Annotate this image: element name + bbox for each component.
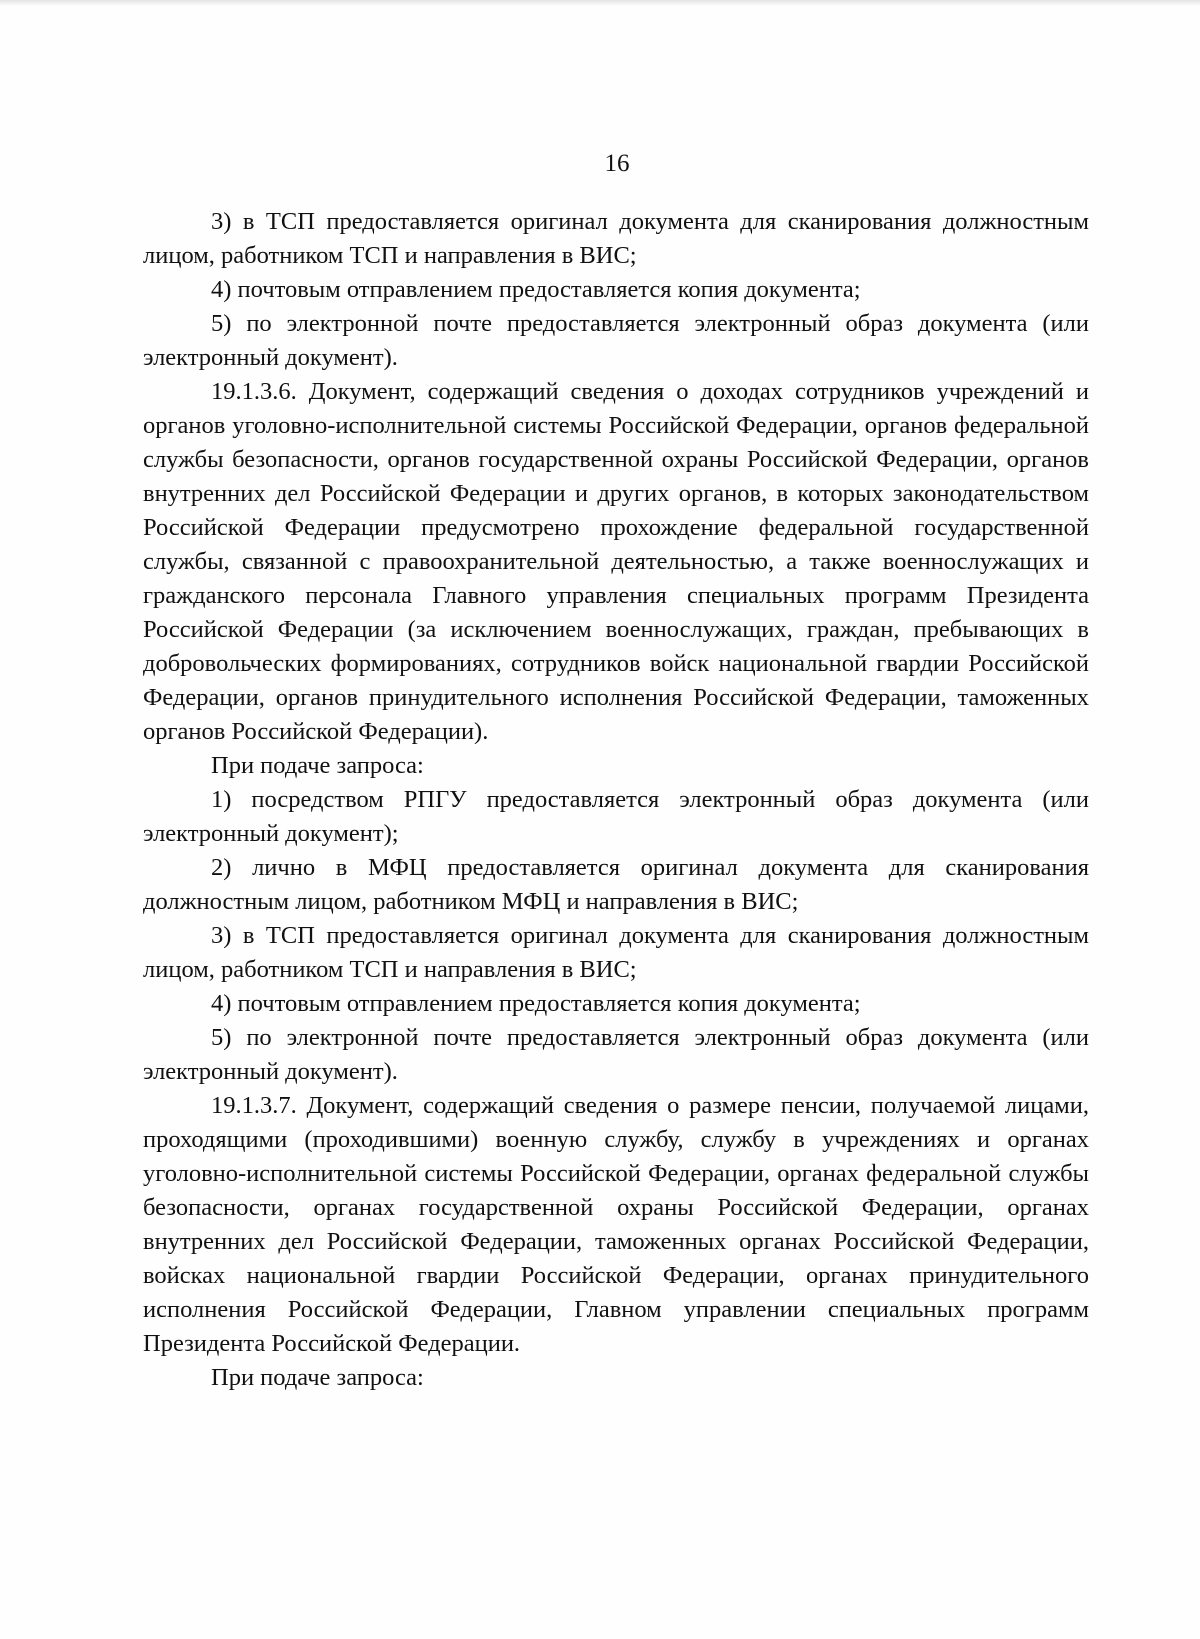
paragraph-item-3-tsp: 3) в ТСП предоставляется оригинал документа для сканирования должностным лицом, работником ТСП и направления в ВИС; [143,922,1089,983]
paragraph-19-1-3-6: 19.1.3.6. Документ, содержащий сведения о доходах сотрудников учреждений и органов уголовно-исполнительной системы Российской Федерации, органов федеральной службы безопасности, органов государственной охраны Российской Федерации, органов внутренних дел Российской Федерации и других органов, в которых законодательством Российской Федерации предусмотрено прохождение федеральной государственной службы, связанной с правоохранительной деятельностью, а также военнослужащих и гражданского персонала Главного управления специальных программ Президента Российской Федерации (за исключением военнослужащих, граждан, пребывающих в добровольческих формированиях, сотрудников войск национальной гвардии Российской Федерации, органов принудительного исполнения Российской Федерации, таможенных органов Российской Федерации). [143,378,1089,745]
paragraph-item-1-rpgu: 1) посредством РПГУ предоставляется электронный образ документа (или электронный документ); [143,786,1089,847]
paragraph-item-4-post: 4) почтовым отправлением предоставляется копия документа; [211,276,861,303]
paragraph-19-1-3-7: 19.1.3.7. Документ, содержащий сведения о размере пенсии, получаемой лицами, проходящими (проходившими) военную службу, службу в учреждениях и органах уголовно-исполнительной системы Российской Федерации, органах федеральной службы безопасности, органах государственной охраны Российской Федерации, органах внутренних дел Российской Федерации, таможенных органах Российской Федерации, войсках национальной гвардии Российской Федерации, органах принудительного исполнения Российской Федерации, Главном управлении специальных программ Президента Российской Федерации. [143,1092,1089,1357]
page-number: 16 [604,150,630,177]
paragraph-item-4-post: 4) почтовым отправлением предоставляется копия документа; [211,990,861,1017]
scan-edge [0,0,1200,6]
paragraph-item-2-mfc: 2) лично в МФЦ предоставляется оригинал документа для сканирования должностным лицом, работником МФЦ и направления в ВИС; [143,854,1089,915]
paragraph-request-intro: При подаче запроса: [211,1364,424,1391]
paragraph-request-intro: При подаче запроса: [211,752,424,779]
paragraph-item-5-email: 5) по электронной почте предоставляется электронный образ документа (или электронный документ). [143,1024,1089,1085]
document-body [143,205,1089,1395]
paragraph-item-5-email: 5) по электронной почте предоставляется электронный образ документа (или электронный документ). [143,310,1089,371]
paragraph-item-3-tsp: 3) в ТСП предоставляется оригинал документа для сканирования должностным лицом, работником ТСП и направления в ВИС; [143,208,1089,269]
